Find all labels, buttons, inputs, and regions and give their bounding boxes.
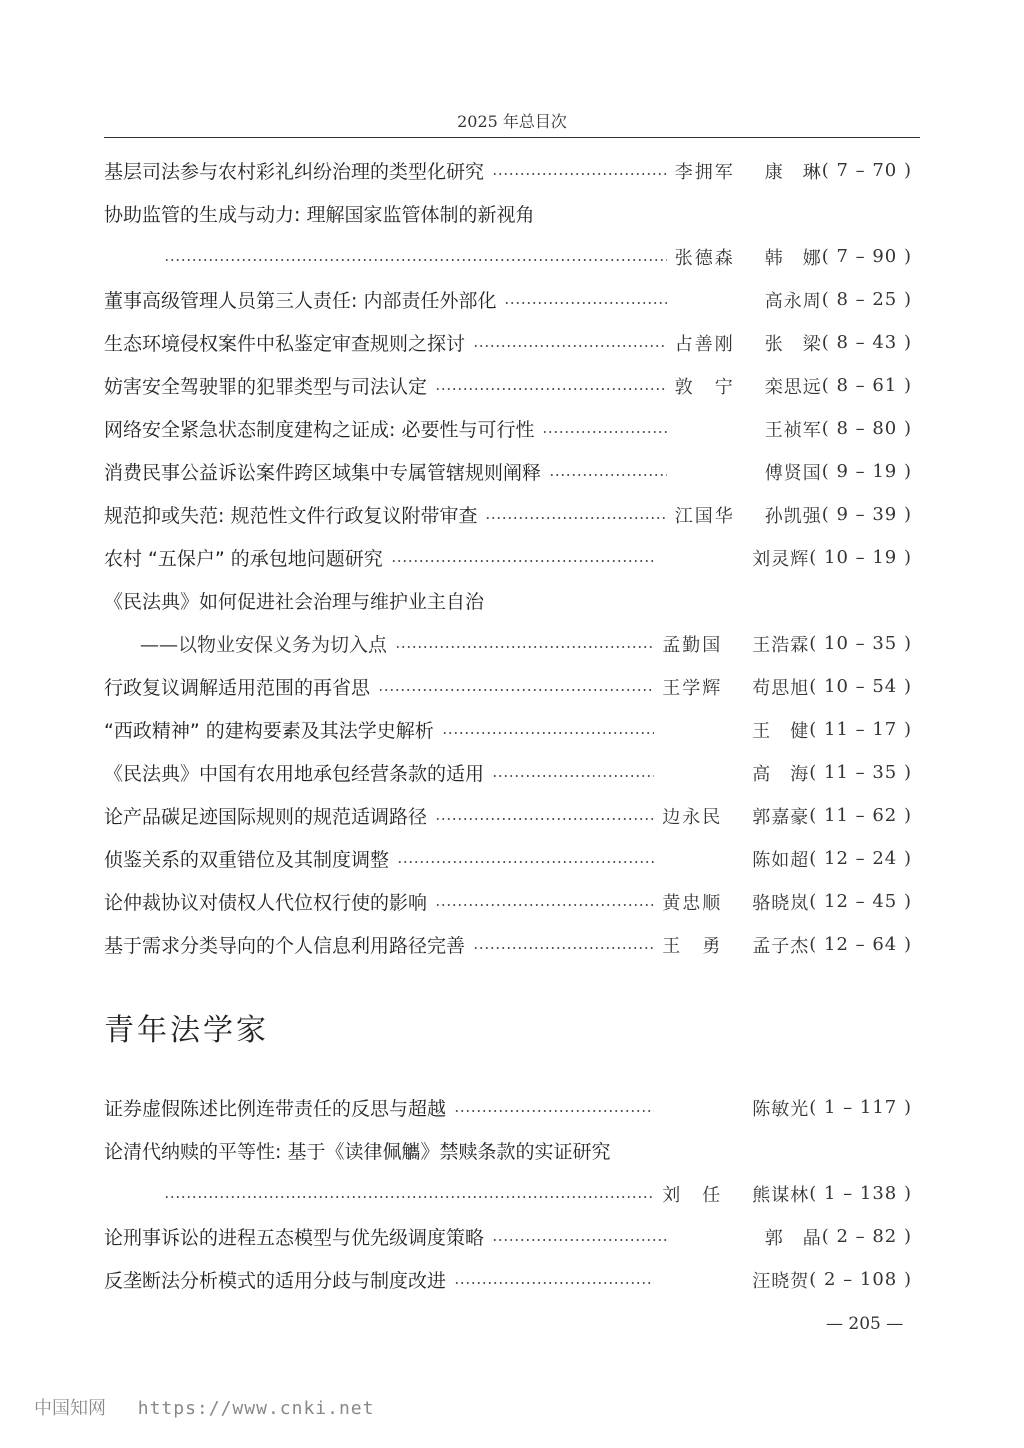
header-rule [104, 137, 920, 138]
dot-leader [397, 860, 654, 864]
toc-entry-author-2: 康 琳 [764, 161, 822, 183]
toc-entry-title: 《民法典》中国有农用地承包经营条款的适用 [104, 763, 485, 785]
toc-entry-author-1: 敦 宁 [674, 376, 735, 398]
toc-entry[interactable] [104, 1086, 912, 1129]
toc-entry-issue-page: ( 8 – 43 ) [821, 332, 912, 353]
toc-entry-issue-page: ( 8 – 80 ) [821, 418, 912, 439]
toc-entry-author-1: 刘 任 [662, 1184, 723, 1206]
toc-entry[interactable] [104, 1172, 912, 1215]
toc-entry-title: 基层司法参与农村彩礼纠纷治理的类型化研究 [104, 161, 485, 183]
toc-entry[interactable] [104, 364, 912, 407]
toc-entry-author-2: 汪晓贺 [752, 1270, 810, 1292]
toc-entry-author-2: 孙凯强 [764, 505, 822, 527]
toc-entry-author-2: 郭嘉豪 [752, 806, 810, 828]
toc-entry[interactable] [104, 1215, 912, 1258]
toc-entry-title: “西政精神” 的建构要素及其法学史解析 [104, 720, 434, 742]
toc-entry-issue-page: ( 12 – 24 ) [809, 848, 912, 869]
toc-entry-author-1: 王学辉 [662, 677, 723, 699]
toc-entry-title: 《民法典》如何促进社会治理与维护业主自治 [104, 591, 485, 613]
toc-entry[interactable] [104, 1129, 912, 1172]
toc-entry-title: 侦鉴关系的双重错位及其制度调整 [104, 849, 390, 871]
toc-entry-issue-page: ( 9 – 19 ) [821, 461, 912, 482]
toc-entry-title: 证券虚假陈述比例连带责任的反思与超越 [104, 1098, 447, 1120]
dot-leader [435, 387, 667, 391]
toc-entry[interactable] [104, 923, 912, 966]
toc-entry-issue-page: ( 12 – 45 ) [809, 891, 912, 912]
toc-entry-issue-page: ( 11 – 17 ) [809, 719, 912, 740]
toc-entry[interactable] [104, 751, 912, 794]
toc-entry-title: 生态环境侵权案件中私鉴定审查规则之探讨 [104, 333, 466, 355]
toc-entry-author-2: 王祯军 [764, 419, 822, 441]
toc-entry[interactable] [104, 536, 912, 579]
dot-leader [473, 946, 654, 950]
toc-entry-author-2: 郭 晶 [764, 1227, 822, 1249]
toc-entry-title: 基于需求分类导向的个人信息利用路径完善 [104, 935, 466, 957]
toc-entry-issue-page: ( 7 – 70 ) [821, 160, 912, 181]
toc-entry[interactable] [104, 235, 912, 278]
toc-entry-title: 论产品碳足迹国际规则的规范适调路径 [104, 806, 428, 828]
dot-leader [473, 344, 667, 348]
dot-leader [164, 1195, 654, 1199]
toc-entry[interactable] [104, 450, 912, 493]
toc-entry-issue-page: ( 2 – 108 ) [809, 1269, 912, 1290]
toc-entry-author-2: 王浩霖 [752, 634, 810, 656]
toc-entry-author-1: 江国华 [674, 505, 735, 527]
toc-entry-author-2: 傅贤国 [764, 462, 822, 484]
running-header: 2025 年总目次 [457, 112, 567, 131]
dot-leader [542, 430, 666, 434]
footer-brand: 中国知网 [34, 1398, 106, 1419]
dot-leader [504, 301, 666, 305]
dot-leader [435, 903, 654, 907]
toc-entry-author-2: 熊谋林 [752, 1184, 810, 1206]
toc-entry[interactable] [104, 278, 912, 321]
toc-entry-title: 妨害安全驾驶罪的犯罪类型与司法认定 [104, 376, 428, 398]
toc-entry-issue-page: ( 11 – 62 ) [809, 805, 912, 826]
footer-url[interactable]: https://www.cnki.net [137, 1398, 375, 1419]
toc-entry-author-2: 孟子杰 [752, 935, 810, 957]
toc-entry-issue-page: ( 1 – 117 ) [809, 1097, 912, 1118]
toc-entry-author-1: 王 勇 [662, 935, 723, 957]
toc-entry-author-2: 苟思旭 [752, 677, 810, 699]
dot-leader [378, 688, 654, 692]
page-number: — 205 — [826, 1314, 904, 1334]
section-title: 青年法学家 [104, 1013, 269, 1048]
toc-entry-title: 论刑事诉讼的进程五态模型与优先级调度策略 [104, 1227, 485, 1249]
toc-entry-title: 协助监管的生成与动力: 理解国家监管体制的新视角 [104, 204, 535, 226]
toc-entry-author-1: 孟勤国 [662, 634, 723, 656]
toc-entry-author-1: 黄忠顺 [662, 892, 723, 914]
toc-entry[interactable] [104, 579, 912, 622]
toc-entry[interactable] [104, 493, 912, 536]
dot-leader [395, 645, 654, 649]
dot-leader [492, 774, 654, 778]
toc-entry-author-2: 陈如超 [752, 849, 810, 871]
toc-entry-author-1: 占善刚 [674, 333, 735, 355]
toc-entry-title: 网络安全紧急状态制度建构之证成: 必要性与可行性 [104, 419, 535, 441]
toc-entry-title: 论清代纳赎的平等性: 基于《读律佩觿》禁赎条款的实证研究 [104, 1141, 611, 1163]
toc-entry[interactable] [104, 407, 912, 450]
toc-entry-author-2: 高永周 [764, 290, 822, 312]
toc-entry-title: 规范抑或失范: 规范性文件行政复议附带审查 [104, 505, 478, 527]
toc-entry[interactable] [104, 1258, 912, 1301]
toc-entry-title: 反垄断法分析模式的适用分歧与制度改进 [104, 1270, 447, 1292]
toc-entry[interactable] [104, 708, 912, 751]
toc-entry-author-2: 高 海 [752, 763, 810, 785]
toc-entry-title: 董事高级管理人员第三人责任: 内部责任外部化 [104, 290, 497, 312]
toc-entry-author-2: 陈敏光 [752, 1098, 810, 1120]
toc-entry-issue-page: ( 11 – 35 ) [809, 762, 912, 783]
toc-list-top [104, 149, 912, 966]
toc-entry-title: ——以物业安保义务为切入点 [140, 634, 388, 656]
toc-entry-author-2: 骆晓岚 [752, 892, 810, 914]
footer [34, 1394, 374, 1420]
dot-leader [549, 473, 667, 477]
dot-leader [454, 1109, 654, 1113]
dot-leader [492, 172, 667, 176]
toc-entry-title: 农村 “五保户” 的承包地问题研究 [104, 548, 383, 570]
toc-entry-issue-page: ( 9 – 39 ) [821, 504, 912, 525]
toc-entry-author-2: 栾思远 [764, 376, 822, 398]
toc-entry[interactable] [104, 622, 912, 665]
dot-leader [391, 559, 654, 563]
toc-entry-issue-page: ( 10 – 35 ) [809, 633, 912, 654]
toc-entry[interactable] [104, 794, 912, 837]
toc-entry-issue-page: ( 10 – 19 ) [809, 547, 912, 568]
toc-entry-author-2: 韩 娜 [764, 247, 822, 269]
toc-entry-author-1: 张德森 [674, 247, 735, 269]
dot-leader [492, 1238, 667, 1242]
toc-entry[interactable] [104, 192, 912, 235]
toc-entry[interactable] [104, 665, 912, 708]
toc-entry-title: 行政复议调解适用范围的再省思 [104, 677, 371, 699]
toc-entry-author-2: 张 梁 [764, 333, 822, 355]
toc-entry-issue-page: ( 10 – 54 ) [809, 676, 912, 697]
toc-entry-issue-page: ( 12 – 64 ) [809, 934, 912, 955]
toc-entry[interactable] [104, 880, 912, 923]
dot-leader [485, 516, 666, 520]
toc-entry[interactable] [104, 321, 912, 364]
dot-leader [454, 1281, 654, 1285]
toc-entry-issue-page: ( 7 – 90 ) [821, 246, 912, 267]
toc-list-bottom [104, 1086, 912, 1301]
dot-leader [435, 817, 654, 821]
toc-entry-author-2: 王 健 [752, 720, 810, 742]
toc-entry-author-1: 李拥军 [674, 161, 735, 183]
toc-entry-author-2: 刘灵辉 [752, 548, 810, 570]
toc-entry-title: 消费民事公益诉讼案件跨区域集中专属管辖规则阐释 [104, 462, 542, 484]
dot-leader [442, 731, 655, 735]
dot-leader [164, 258, 667, 262]
toc-entry[interactable] [104, 149, 912, 192]
toc-entry-issue-page: ( 8 – 61 ) [821, 375, 912, 396]
toc-entry-title: 论仲裁协议对债权人代位权行使的影响 [104, 892, 428, 914]
toc-entry-issue-page: ( 1 – 138 ) [809, 1183, 912, 1204]
toc-entry-issue-page: ( 8 – 25 ) [821, 289, 912, 310]
toc-entry-issue-page: ( 2 – 82 ) [821, 1226, 912, 1247]
toc-entry[interactable] [104, 837, 912, 880]
toc-entry-author-1: 边永民 [662, 806, 723, 828]
